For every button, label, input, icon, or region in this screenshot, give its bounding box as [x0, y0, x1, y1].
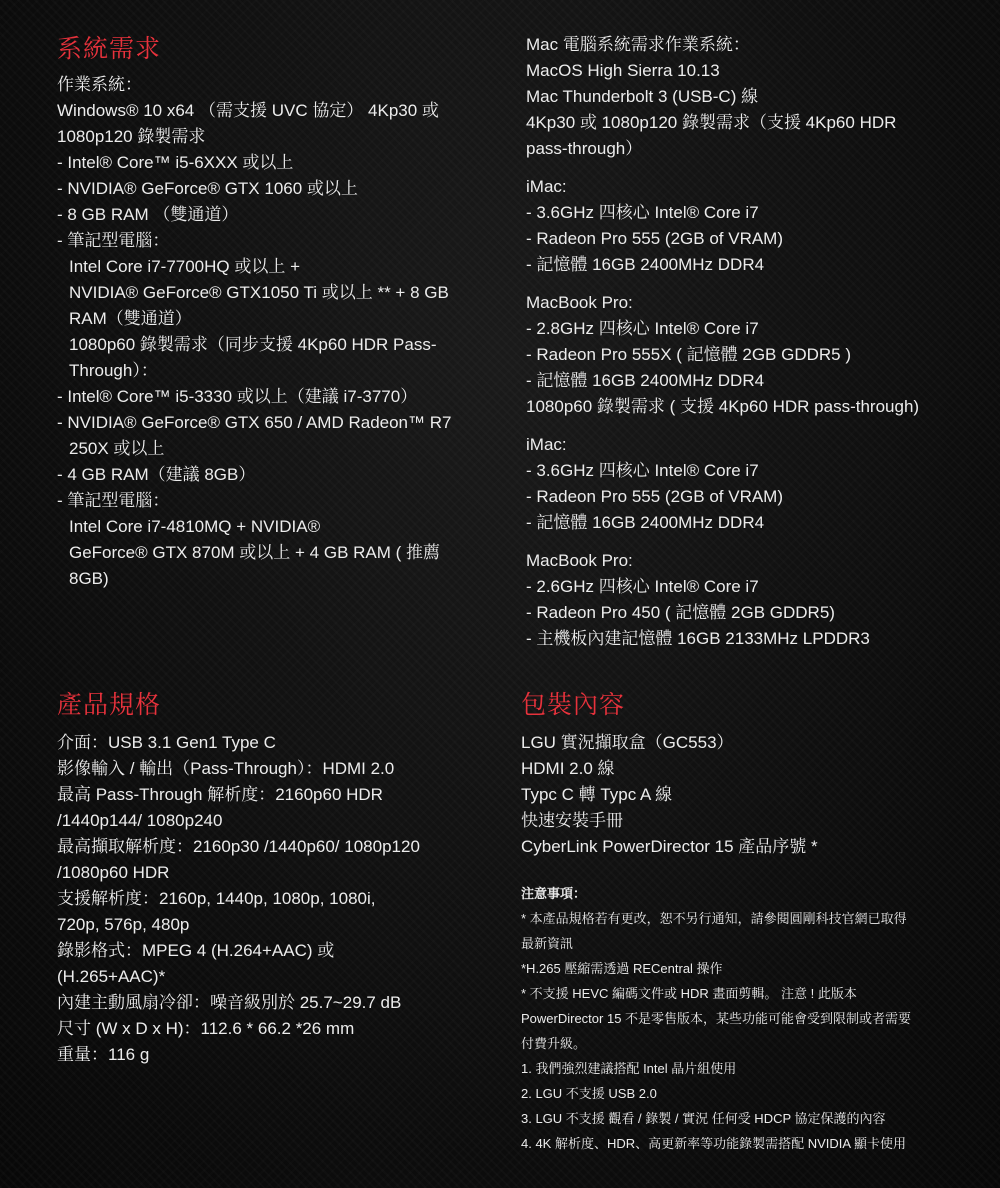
- note-line: * 不支援 HEVC 編碼文件或 HDR 畫面剪輯。 注意 ! 此版本: [521, 986, 857, 1001]
- spec-line: 最高擷取解析度：2160p30 /1440p60/ 1080p120: [57, 837, 420, 856]
- spec-line: 最高 Pass-Through 解析度：2160p60 HDR: [57, 785, 383, 804]
- req-60-laptop-gpu: GeForce® GTX 870M 或以上 + 4 GB RAM ( 推薦: [69, 543, 441, 562]
- system-requirements-heading: 系統需求: [57, 35, 162, 63]
- req-60-laptop-ram: 8GB): [69, 569, 109, 588]
- mac-group-item: - 記憶體 16GB 2400MHz DDR4: [526, 255, 765, 274]
- note-line: 3. LGU 不支援 觀看 / 錄製 / 實況 任何受 HDCP 協定保護的內容: [521, 1111, 886, 1126]
- mac-group-item: - 3.6GHz 四核心 Intel® Core i7: [526, 203, 759, 222]
- os-label: 作業系統：: [57, 75, 142, 94]
- mac-group-title: iMac:: [526, 435, 567, 454]
- package-item: 快速安裝手冊: [521, 811, 623, 830]
- note-line: 最新資訊: [521, 936, 574, 951]
- system-requirements-section: [57, 34, 487, 592]
- spec-line: 內建主動風扇冷卻：噪音級別於 25.7~29.7 dB: [57, 993, 402, 1012]
- req-60-laptop-cpu: Intel Core i7-4810MQ + NVIDIA®: [69, 517, 321, 536]
- notes-section: [521, 881, 986, 1156]
- mac-cable: Mac Thunderbolt 3 (USB-C) 線: [526, 87, 759, 106]
- mac-group-item: - 2.8GHz 四核心 Intel® Core i7: [526, 319, 759, 338]
- mac-group-item: - 3.6GHz 四核心 Intel® Core i7: [526, 461, 759, 480]
- spec-line: 重量：116 g: [57, 1045, 150, 1064]
- req-cpu: - Intel® Core™ i5-6XXX 或以上: [57, 153, 294, 172]
- note-line: 2. LGU 不支援 USB 2.0: [521, 1086, 657, 1101]
- package-item: LGU 實況擷取盒（GC553）: [521, 733, 734, 752]
- spec-line: 尺寸 (W x D x H)：112.6 * 66.2 *26 mm: [57, 1019, 355, 1038]
- mac-requirements-section: [526, 32, 986, 652]
- package-contents-heading: 包裝內容: [521, 691, 626, 719]
- mac-group-item: - 記憶體 16GB 2400MHz DDR4: [526, 371, 765, 390]
- mac-group-item: 1080p60 錄製需求 ( 支援 4Kp60 HDR pass-through): [526, 397, 920, 416]
- req-60-ram: - 4 GB RAM（建議 8GB）: [57, 465, 256, 484]
- req-1080p60-label: 1080p60 錄製需求（同步支援 4Kp60 HDR Pass-: [69, 335, 437, 354]
- req-laptop-gpu: NVIDIA® GeForce® GTX1050 Ti 或以上 ** + 8 GB: [69, 283, 449, 302]
- req-60-cpu: - Intel® Core™ i5-3330 或以上（建議 i7-3770）: [57, 387, 418, 406]
- note-line: * 本產品規格若有更改，恕不另行通知，請參閱圓剛科技官網已取得: [521, 911, 907, 926]
- package-item: Typc C 轉 Typc A 線: [521, 785, 673, 804]
- package-item: HDMI 2.0 線: [521, 759, 615, 778]
- product-specs-section: [57, 690, 487, 1068]
- mac-group-item: - Radeon Pro 555X ( 記憶體 2GB GDDR5 ): [526, 345, 852, 364]
- spec-line: /1080p60 HDR: [57, 863, 170, 882]
- req-ram: - 8 GB RAM （雙通道）: [57, 205, 239, 224]
- req-60-gpu-cont: 250X 或以上: [69, 439, 165, 458]
- product-specs-heading: 產品規格: [57, 691, 162, 719]
- package-item: CyberLink PowerDirector 15 產品序號 *: [521, 837, 818, 856]
- mac-group-title: iMac:: [526, 177, 567, 196]
- mac-group-item: - 主機板內建記憶體 16GB 2133MHz LPDDR3: [526, 629, 870, 648]
- spec-line: 720p, 576p, 480p: [57, 915, 190, 934]
- spec-line: 影像輸入 / 輸出（Pass-Through）：HDMI 2.0: [57, 759, 395, 778]
- note-line: PowerDirector 15 不是零售版本，某些功能可能會受到限制或者需要: [521, 1011, 912, 1026]
- notes-title: 注意事項：: [521, 886, 587, 901]
- mac-group-item: - Radeon Pro 450 ( 記憶體 2GB GDDR5): [526, 603, 835, 622]
- windows-requirement: Windows® 10 x64 （需支援 UVC 協定） 4Kp30 或: [57, 101, 439, 120]
- mac-4k-requirement: 4Kp30 或 1080p120 錄製需求（支援 4Kp60 HDR: [526, 113, 897, 132]
- mac-4k-requirement-cont: pass-through）: [526, 139, 643, 158]
- mac-group-title: MacBook Pro:: [526, 293, 633, 312]
- spec-line: 支援解析度：2160p, 1440p, 1080p, 1080i,: [57, 889, 376, 908]
- package-contents-section: [521, 690, 986, 860]
- spec-line: 介面：USB 3.1 Gen1 Type C: [57, 733, 276, 752]
- req-laptop-cpu: Intel Core i7-7700HQ 或以上 +: [69, 257, 301, 276]
- mac-group-title: MacBook Pro:: [526, 551, 633, 570]
- mac-group-item: - Radeon Pro 555 (2GB of VRAM): [526, 487, 784, 506]
- mac-os-version: MacOS High Sierra 10.13: [526, 61, 720, 80]
- mac-os-label: Mac 電腦系統需求作業系統：: [526, 35, 750, 54]
- mac-group-item: - 記憶體 16GB 2400MHz DDR4: [526, 513, 765, 532]
- spec-line: (H.265+AAC)*: [57, 967, 166, 986]
- req-1080p60-label-cont: Through）：: [69, 361, 158, 380]
- windows-requirement-cont: 1080p120 錄製需求: [57, 127, 206, 146]
- req-gpu: - NVIDIA® GeForce® GTX 1060 或以上: [57, 179, 358, 198]
- note-line: *H.265 壓縮需透過 RECentral 操作: [521, 961, 723, 976]
- note-line: 付費升級。: [521, 1036, 587, 1051]
- spec-line: 錄影格式：MPEG 4 (H.264+AAC) 或: [57, 941, 335, 960]
- req-laptop-label: - 筆記型電腦：: [57, 231, 170, 250]
- mac-group-item: - Radeon Pro 555 (2GB of VRAM): [526, 229, 784, 248]
- req-60-laptop-label: - 筆記型電腦：: [57, 491, 170, 510]
- note-line: 4. 4K 解析度、HDR、高更新率等功能錄製需搭配 NVIDIA 顯卡使用: [521, 1136, 906, 1151]
- spec-line: /1440p144/ 1080p240: [57, 811, 223, 830]
- mac-group-item: - 2.6GHz 四核心 Intel® Core i7: [526, 577, 759, 596]
- note-line: 1. 我們強烈建議搭配 Intel 晶片組使用: [521, 1061, 737, 1076]
- req-laptop-ram: RAM（雙通道）: [69, 309, 192, 328]
- req-60-gpu: - NVIDIA® GeForce® GTX 650 / AMD Radeon™ R7: [57, 413, 452, 432]
